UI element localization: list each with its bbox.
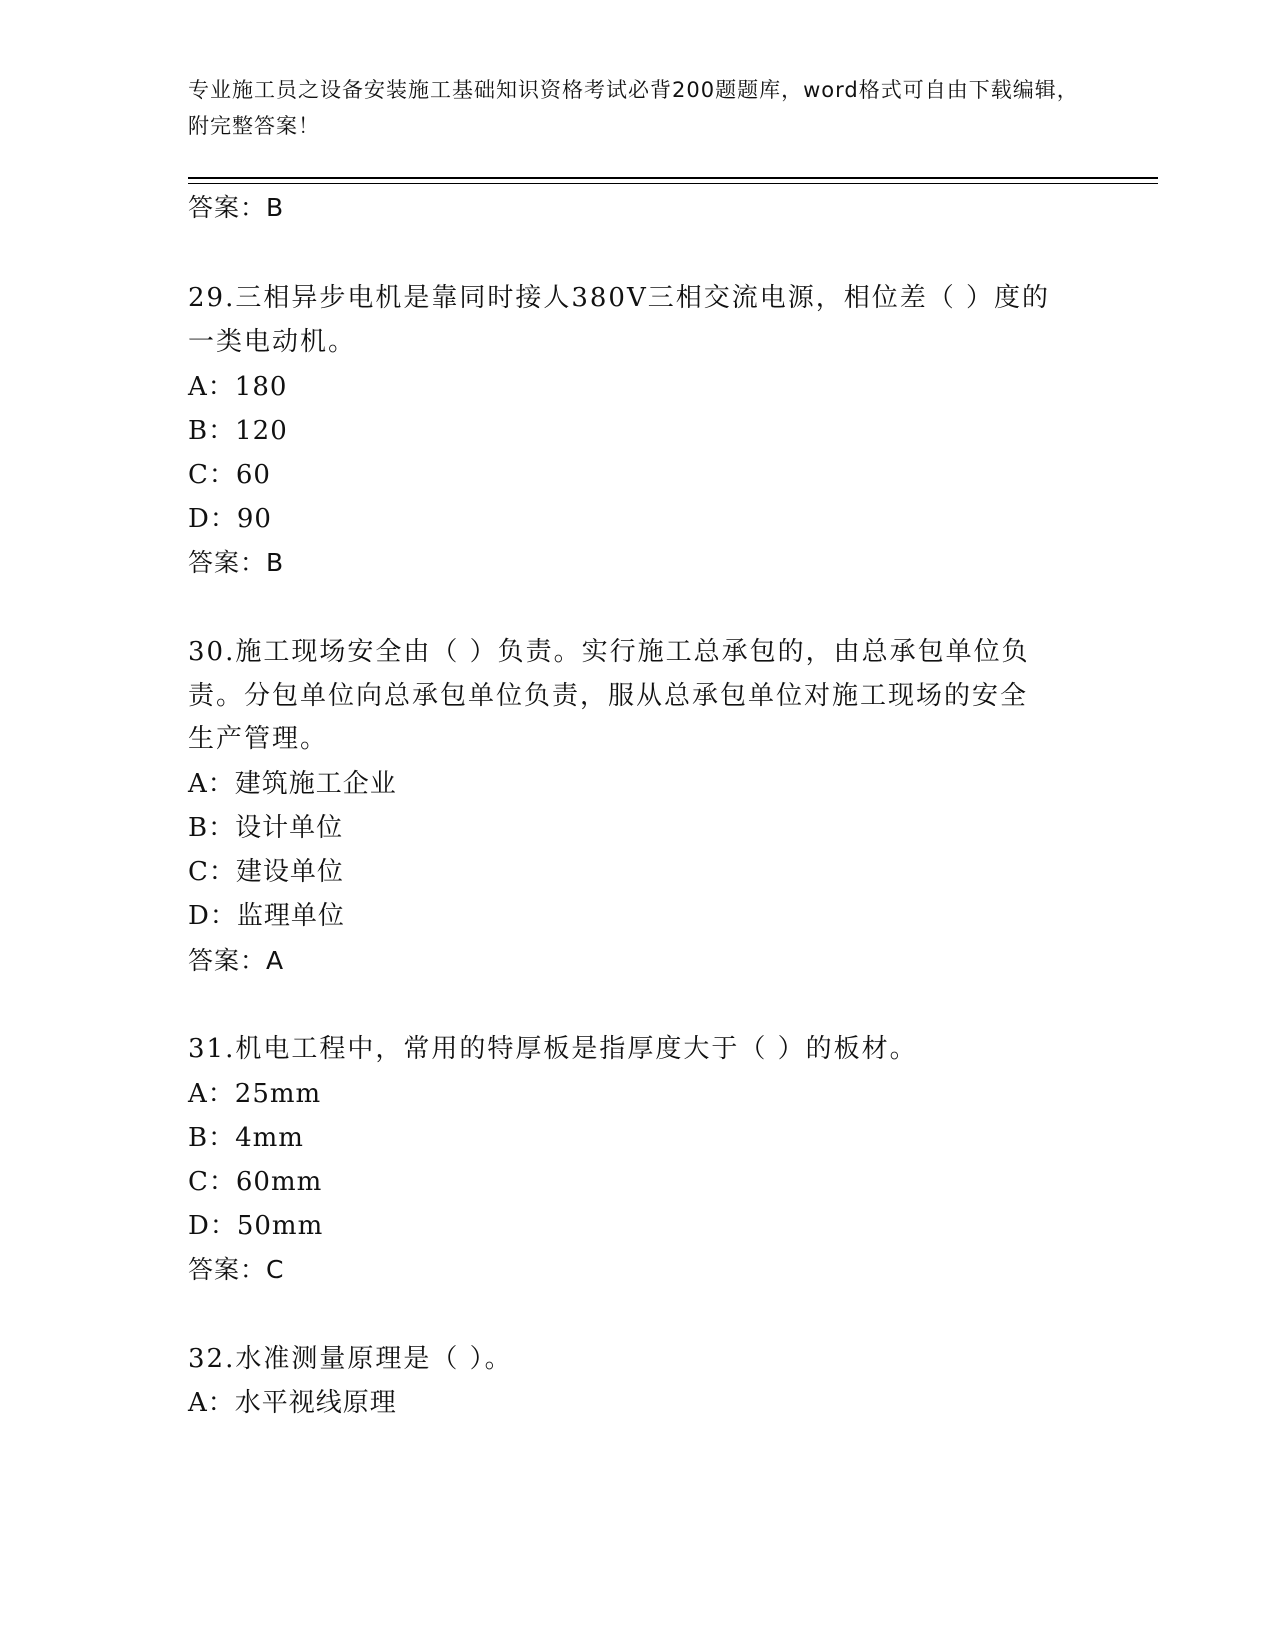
question-31-option-a: A：25mm: [188, 1079, 322, 1109]
question-31-answer: 答案：C: [188, 1255, 285, 1284]
question-30-option-a: A：建筑施工企业: [188, 769, 397, 799]
question-30-option-c: C：建设单位: [188, 857, 344, 887]
question-31-option-d: D：50mm: [188, 1211, 324, 1241]
question-29-option-b: B：120: [188, 416, 288, 446]
question-30-stem-line-1: 30.施工现场安全由（ ）负责。实行施工总承包的，由总承包单位负: [188, 637, 1030, 667]
question-29-stem-line-2: 一类电动机。: [188, 327, 357, 357]
question-31-stem-line-1: 31.机电工程中，常用的特厚板是指厚度大于（ ）的板材。: [188, 1034, 918, 1064]
document-header-intro: 专业施工员之设备安装施工基础知识资格考试必背200题题库，word格式可自由下载编辑，附完整答案！: [188, 78, 1079, 138]
question-29-answer: 答案：B: [188, 548, 285, 577]
question-30-stem-line-3: 生产管理。: [188, 724, 329, 754]
header-divider-thin: [188, 183, 1158, 184]
header-divider-thick: [188, 177, 1158, 179]
question-29-stem-line-1: 29.三相异步电机是靠同时接人380V三相交流电源，相位差（ ）度的: [188, 283, 1051, 313]
question-32-option-a: A：水平视线原理: [188, 1388, 397, 1418]
question-29-option-a: A：180: [188, 372, 288, 402]
question-31-option-b: B：4mm: [188, 1123, 304, 1153]
question-30-answer: 答案：A: [188, 946, 285, 975]
question-29-option-c: C：60: [188, 460, 271, 490]
question-32-stem-line-1: 32.水准测量原理是（ ）。: [188, 1344, 513, 1374]
previous-answer: 答案：B: [188, 193, 285, 222]
question-30-option-b: B：设计单位: [188, 813, 344, 843]
question-29-option-d: D：90: [188, 504, 272, 534]
question-30-stem-line-2: 责。分包单位向总承包单位负责，服从总承包单位对施工现场的安全: [188, 681, 1029, 711]
question-30-option-d: D：监理单位: [188, 901, 345, 931]
question-31-option-c: C：60mm: [188, 1167, 323, 1197]
